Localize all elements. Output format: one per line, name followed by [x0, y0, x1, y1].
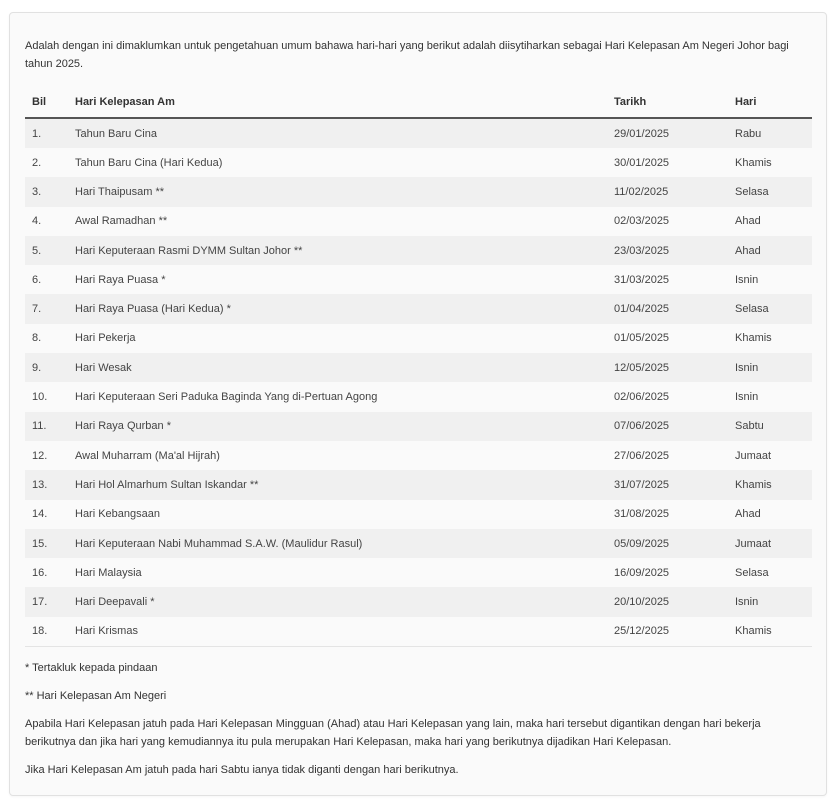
table-header: [25, 87, 812, 118]
cell-date: 31/08/2025: [607, 500, 728, 529]
cell-holiday-name: Awal Ramadhan **: [68, 207, 607, 236]
cell-bil: 16.: [25, 558, 68, 587]
cell-holiday-name: Hari Pekerja: [68, 324, 607, 353]
cell-date: 02/06/2025: [607, 382, 728, 411]
holiday-table: [25, 87, 812, 647]
cell-date: 23/03/2025: [607, 236, 728, 265]
cell-bil: 3.: [25, 177, 68, 206]
cell-bil: 1.: [25, 118, 68, 148]
cell-day: Isnin: [728, 265, 812, 294]
header-bil: Bil: [25, 87, 68, 118]
cell-date: 20/10/2025: [607, 587, 728, 616]
cell-holiday-name: Tahun Baru Cina (Hari Kedua): [68, 148, 607, 177]
table-row: [25, 353, 812, 382]
cell-holiday-name: Hari Raya Qurban *: [68, 412, 607, 441]
cell-bil: 2.: [25, 148, 68, 177]
table-row: [25, 558, 812, 587]
cell-bil: 14.: [25, 500, 68, 529]
cell-day: Ahad: [728, 236, 812, 265]
intro-text: Adalah dengan ini dimaklumkan untuk pengetahuan umum bahawa hari-hari yang berikut adalah diisytiharkan sebagai Hari Kelepasan Am Negeri Johor bagi tahun 2025.: [25, 40, 789, 70]
cell-day: Ahad: [728, 207, 812, 236]
cell-bil: 15.: [25, 529, 68, 558]
cell-day: Selasa: [728, 558, 812, 587]
cell-bil: 4.: [25, 207, 68, 236]
cell-bil: 18.: [25, 617, 68, 647]
table-row: [25, 236, 812, 265]
cell-day: Khamis: [728, 617, 812, 647]
cell-bil: 10.: [25, 382, 68, 411]
cell-holiday-name: Hari Deepavali *: [68, 587, 607, 616]
cell-date: 30/01/2025: [607, 148, 728, 177]
header-name: Hari Kelepasan Am: [68, 87, 607, 118]
note-amendment: * Tertakluk kepada pindaan: [25, 661, 158, 674]
cell-bil: 9.: [25, 353, 68, 382]
cell-day: Ahad: [728, 500, 812, 529]
cell-holiday-name: Hari Wesak: [68, 353, 607, 382]
cell-day: Khamis: [728, 148, 812, 177]
cell-bil: 11.: [25, 412, 68, 441]
table-row: [25, 470, 812, 499]
cell-date: 01/04/2025: [607, 294, 728, 323]
cell-date: 31/03/2025: [607, 265, 728, 294]
cell-day: Selasa: [728, 177, 812, 206]
cell-holiday-name: Hari Keputeraan Rasmi DYMM Sultan Johor **: [68, 236, 607, 265]
cell-holiday-name: Tahun Baru Cina: [68, 118, 607, 148]
table-row: [25, 207, 812, 236]
cell-holiday-name: Hari Krismas: [68, 617, 607, 647]
holiday-card: [9, 12, 827, 796]
cell-date: 27/06/2025: [607, 441, 728, 470]
cell-bil: 5.: [25, 236, 68, 265]
cell-holiday-name: Hari Raya Puasa (Hari Kedua) *: [68, 294, 607, 323]
cell-day: Rabu: [728, 118, 812, 148]
cell-date: 29/01/2025: [607, 118, 728, 148]
cell-bil: 17.: [25, 587, 68, 616]
cell-holiday-name: Hari Thaipusam **: [68, 177, 607, 206]
table-row: [25, 587, 812, 616]
cell-date: 11/02/2025: [607, 177, 728, 206]
cell-day: Sabtu: [728, 412, 812, 441]
cell-bil: 8.: [25, 324, 68, 353]
cell-date: 25/12/2025: [607, 617, 728, 647]
cell-date: 12/05/2025: [607, 353, 728, 382]
table-row: [25, 324, 812, 353]
table-row: [25, 412, 812, 441]
cell-holiday-name: Hari Keputeraan Seri Paduka Baginda Yang di-Pertuan Agong: [68, 382, 607, 411]
table-row: [25, 500, 812, 529]
cell-day: Khamis: [728, 324, 812, 353]
table-row: [25, 265, 812, 294]
note-state-holiday: ** Hari Kelepasan Am Negeri: [25, 689, 167, 702]
table-row: [25, 617, 812, 647]
cell-holiday-name: Hari Kebangsaan: [68, 500, 607, 529]
header-day: Hari: [728, 87, 812, 118]
cell-holiday-name: Hari Keputeraan Nabi Muhammad S.A.W. (Maulidur Rasul): [68, 529, 607, 558]
header-row: [25, 87, 812, 118]
cell-bil: 6.: [25, 265, 68, 294]
notes-section: [25, 659, 811, 779]
cell-date: 05/09/2025: [607, 529, 728, 558]
cell-date: 16/09/2025: [607, 558, 728, 587]
table-row: [25, 382, 812, 411]
table-row: [25, 148, 812, 177]
cell-date: 02/03/2025: [607, 207, 728, 236]
table-row: [25, 177, 812, 206]
table-body: [25, 118, 812, 646]
cell-date: 31/07/2025: [607, 470, 728, 499]
cell-holiday-name: Hari Raya Puasa *: [68, 265, 607, 294]
cell-bil: 7.: [25, 294, 68, 323]
cell-day: Khamis: [728, 470, 812, 499]
cell-day: Isnin: [728, 353, 812, 382]
cell-bil: 12.: [25, 441, 68, 470]
cell-day: Jumaat: [728, 529, 812, 558]
table-row: [25, 441, 812, 470]
table-row: [25, 294, 812, 323]
cell-date: 07/06/2025: [607, 412, 728, 441]
cell-bil: 13.: [25, 470, 68, 499]
note-replacement-rule: Apabila Hari Kelepasan jatuh pada Hari Kelepasan Mingguan (Ahad) atau Hari Kelepasan yang lain, maka hari tersebut digantikan dengan hari bekerja berikutnya dan jika hari yang kemudiannya itu pula merupakan Hari Kelepasan, maka hari yang berikutnya dijadikan Hari Kelepasan.: [25, 717, 761, 748]
cell-holiday-name: Hari Malaysia: [68, 558, 607, 587]
cell-day: Selasa: [728, 294, 812, 323]
cell-day: Jumaat: [728, 441, 812, 470]
cell-date: 01/05/2025: [607, 324, 728, 353]
table-row: [25, 529, 812, 558]
cell-holiday-name: Hari Hol Almarhum Sultan Iskandar **: [68, 470, 607, 499]
cell-day: Isnin: [728, 587, 812, 616]
table-row: [25, 118, 812, 148]
header-date: Tarikh: [607, 87, 728, 118]
cell-holiday-name: Awal Muharram (Ma'al Hijrah): [68, 441, 607, 470]
note-saturday-rule: Jika Hari Kelepasan Am jatuh pada hari Sabtu ianya tidak diganti dengan hari berikutnya.: [25, 763, 459, 776]
cell-day: Isnin: [728, 382, 812, 411]
